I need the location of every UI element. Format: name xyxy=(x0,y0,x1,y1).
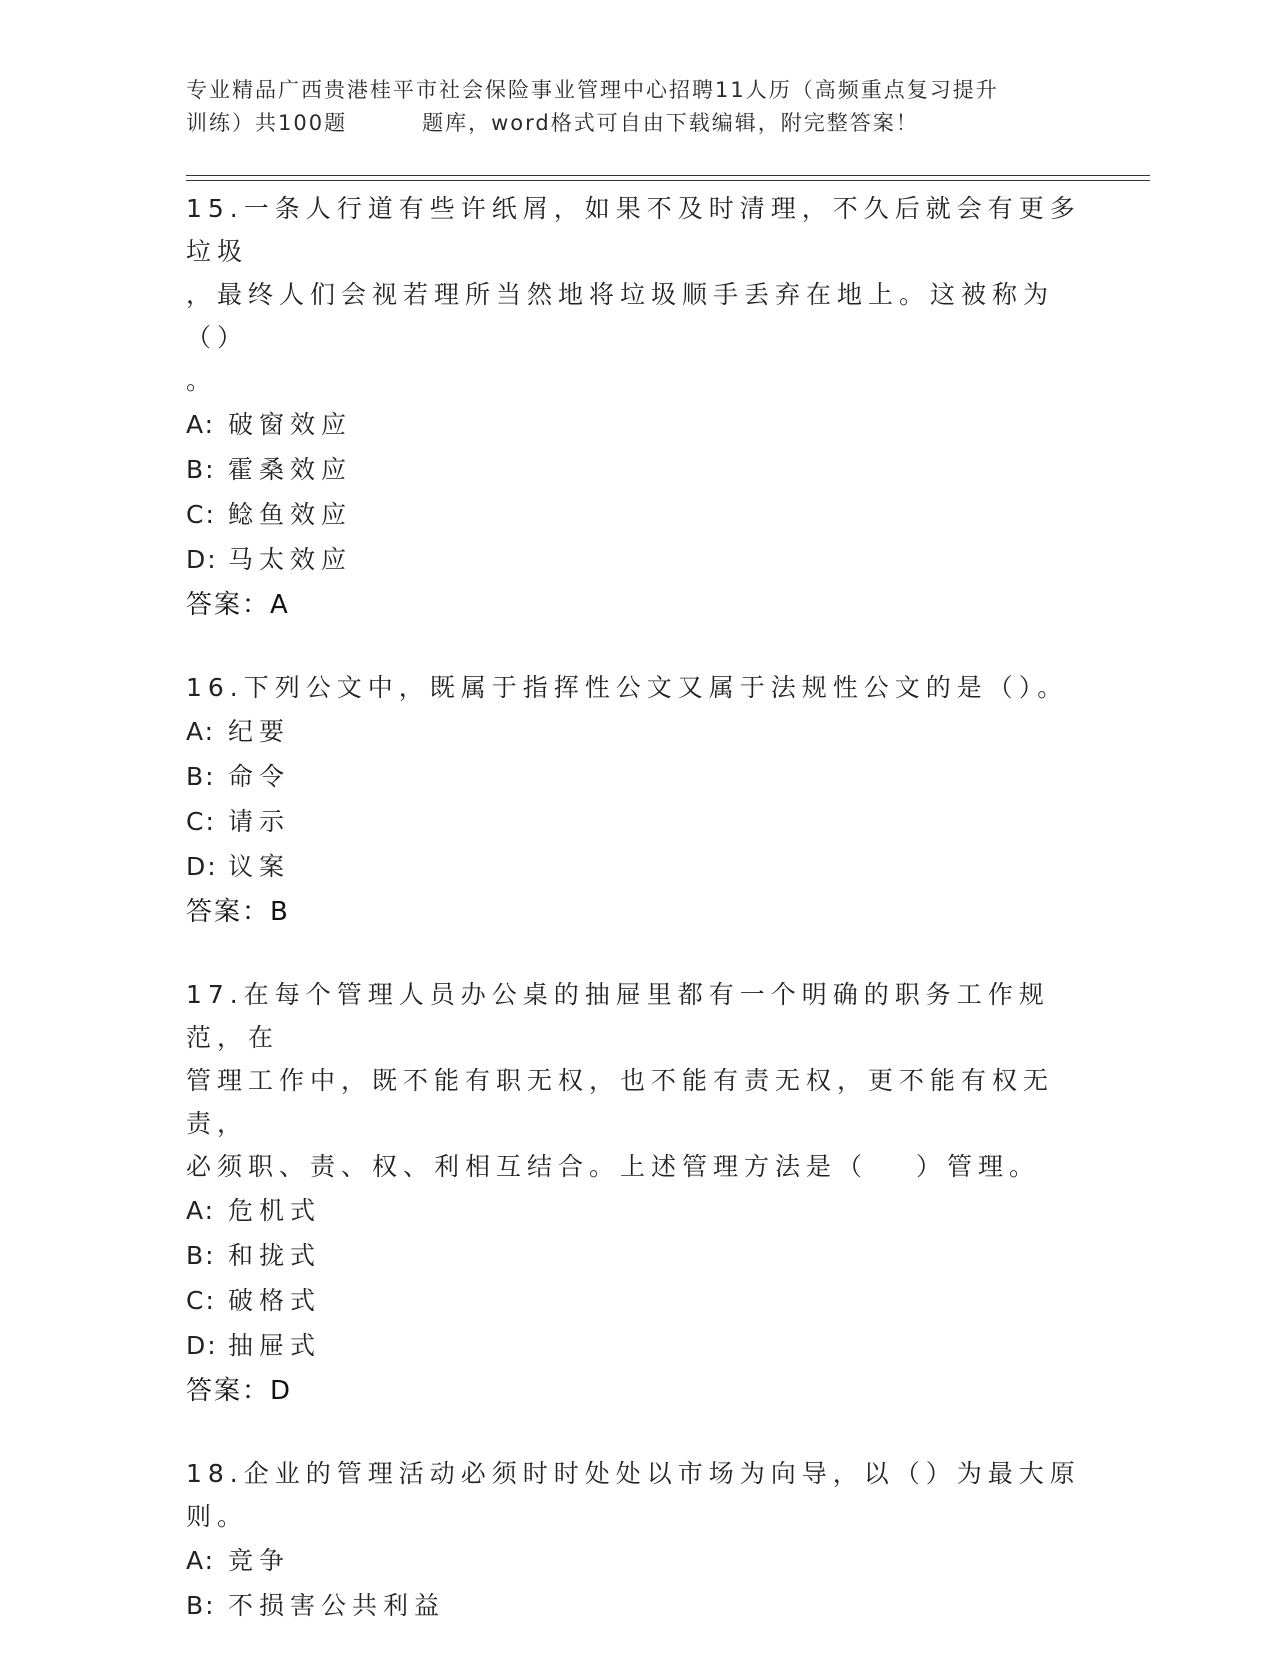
option-key: A: xyxy=(186,717,216,746)
question-16 xyxy=(186,666,1086,935)
question-18 xyxy=(186,1452,1086,1628)
option-key: C: xyxy=(186,1286,216,1315)
option-key: B: xyxy=(186,1241,216,1270)
option-text: 鲶鱼效应 xyxy=(228,500,353,529)
answer-line: 答案：D xyxy=(186,1376,293,1406)
question-stem-part: 必须职、责、权、利相互结合。上述管理方法是（ xyxy=(186,1152,869,1181)
question-stem-line xyxy=(186,1145,1086,1188)
option-text: 马太效应 xyxy=(228,545,353,574)
header-title-line-1: 专业精品广西贵港桂平市社会保险事业管理中心招聘11人历（高频重点复习提升 xyxy=(186,78,999,102)
option-b xyxy=(186,1233,1086,1278)
option-key: A: xyxy=(186,410,216,439)
question-17 xyxy=(186,973,1086,1414)
option-text: 危机式 xyxy=(228,1196,322,1225)
option-text: 抽屉式 xyxy=(228,1331,322,1360)
option-key: A: xyxy=(186,1196,216,1225)
question-stem-part: ）管理。 xyxy=(916,1152,1041,1181)
document-header xyxy=(186,74,1086,140)
option-key: B: xyxy=(186,1591,216,1620)
option-key: B: xyxy=(186,455,216,484)
option-key: A: xyxy=(186,1546,216,1575)
option-b xyxy=(186,447,1086,492)
answer-line: 答案：A xyxy=(186,590,290,620)
option-c xyxy=(186,799,1086,844)
option-text: 议案 xyxy=(228,852,291,881)
option-text: 命令 xyxy=(228,762,291,791)
option-key: C: xyxy=(186,500,216,529)
header-title-line-2 xyxy=(186,107,1086,140)
question-stem-line: 管理工作中，既不能有职无权，也不能有责无权，更不能有权无责， xyxy=(186,1066,1055,1138)
option-key: D: xyxy=(186,1331,218,1360)
answer-line: 答案：B xyxy=(186,897,290,927)
option-text: 竞争 xyxy=(228,1546,291,1575)
option-c xyxy=(186,1278,1086,1323)
option-text: 请示 xyxy=(228,807,291,836)
option-a xyxy=(186,402,1086,447)
option-text: 破窗效应 xyxy=(228,410,353,439)
option-b xyxy=(186,754,1086,799)
question-stem-line: ，最终人们会视若理所当然地将垃圾顺手丢弃在地上。这被称为（） xyxy=(186,280,1055,352)
option-d xyxy=(186,537,1086,582)
option-key: B: xyxy=(186,762,216,791)
option-d xyxy=(186,844,1086,889)
question-list xyxy=(186,187,1086,1666)
question-stem-line: 17.在每个管理人员办公桌的抽屉里都有一个明确的职务工作规范，在 xyxy=(186,980,1050,1052)
option-a xyxy=(186,1188,1086,1233)
option-text: 纪要 xyxy=(228,717,291,746)
option-key: C: xyxy=(186,807,216,836)
option-b xyxy=(186,1583,1086,1628)
option-text: 霍桑效应 xyxy=(228,455,353,484)
option-d xyxy=(186,1323,1086,1368)
question-15 xyxy=(186,187,1086,628)
option-text: 不损害公共利益 xyxy=(228,1591,446,1620)
question-stem-line: 16.下列公文中，既属于指挥性公文又属于法规性公文的是（）。 xyxy=(186,673,1069,702)
option-key: D: xyxy=(186,545,218,574)
option-text: 和拢式 xyxy=(228,1241,322,1270)
question-stem-line: 。 xyxy=(186,366,218,395)
question-stem-line: 18.企业的管理活动必须时时处处以市场为向导，以（）为最大原则。 xyxy=(186,1459,1081,1531)
question-stem-line: 15.一条人行道有些许纸屑，如果不及时清理，不久后就会有更多垃圾 xyxy=(186,194,1081,266)
header-rule-top xyxy=(186,175,1150,176)
option-a xyxy=(186,1538,1086,1583)
header-title-line-2b: 题库，word格式可自由下载编辑，附完整答案！ xyxy=(422,111,919,135)
header-rule-bottom xyxy=(186,180,1150,181)
header-title-line-2a: 训练）共100题 xyxy=(186,111,348,135)
option-c xyxy=(186,492,1086,537)
option-text: 破格式 xyxy=(228,1286,322,1315)
option-key: D: xyxy=(186,852,218,881)
option-a xyxy=(186,709,1086,754)
